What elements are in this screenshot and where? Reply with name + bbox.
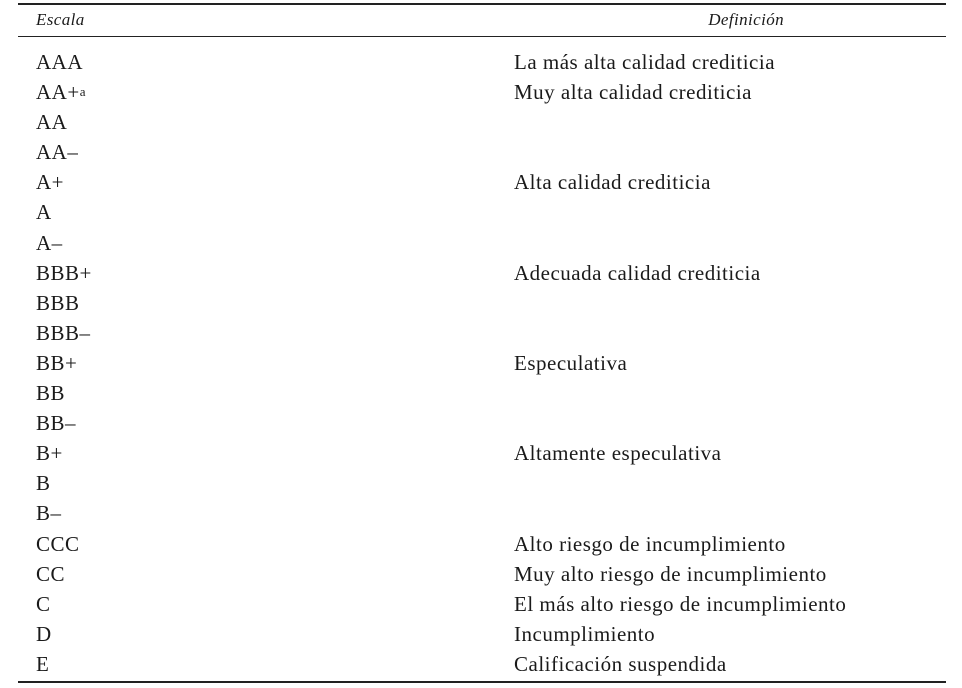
- rating-scale-cell: [36, 200, 52, 225]
- rating-scale-text: CCC: [36, 531, 80, 556]
- rating-scale-cell: [36, 231, 63, 256]
- table-bottom-rule: [18, 681, 946, 683]
- rating-scale-cell: [36, 351, 77, 376]
- rating-scale-table: [18, 3, 946, 683]
- table-row: [18, 409, 946, 439]
- rating-definition-cell: El más alto riesgo de incumplimiento: [514, 591, 847, 616]
- rating-scale-text: BBB–: [36, 320, 91, 345]
- table-row: [18, 108, 946, 138]
- rating-scale-cell: [36, 622, 52, 647]
- rating-definition-cell: Alta calidad crediticia: [514, 170, 711, 195]
- rating-definition-cell: Adecuada calidad crediticia: [514, 260, 761, 285]
- table-row: [18, 560, 946, 590]
- rating-scale-text: B+: [36, 441, 63, 466]
- rating-definition-cell: Especulativa: [514, 350, 628, 375]
- rating-scale-text: AA+: [36, 80, 80, 105]
- rating-definition-cell: Incumplimiento: [514, 621, 656, 646]
- table-row: [18, 78, 946, 108]
- header-definition: Definición: [708, 10, 784, 29]
- rating-scale-cell: [36, 381, 65, 406]
- rating-scale-cell: [36, 501, 62, 526]
- rating-scale-cell: [36, 170, 64, 195]
- rating-scale-text: E: [36, 651, 50, 676]
- rating-scale-cell: [36, 110, 67, 135]
- rating-scale-cell: [36, 291, 80, 316]
- table-row: [18, 650, 946, 680]
- table-row: [18, 259, 946, 289]
- table-row: [18, 229, 946, 259]
- rating-definition-cell: Altamente especulativa: [514, 441, 722, 466]
- rating-scale-text: AA–: [36, 140, 79, 165]
- header-scale: Escala: [36, 10, 85, 29]
- rating-scale-text: BB+: [36, 350, 78, 375]
- rating-definition-cell: Calificación suspendida: [514, 651, 727, 676]
- table-row: [18, 620, 946, 650]
- table-row: [18, 439, 946, 469]
- rating-scale-cell: [36, 562, 65, 587]
- table-body: [18, 37, 946, 681]
- rating-scale-text: B: [36, 471, 51, 496]
- rating-scale-cell: [36, 592, 51, 617]
- rating-definition-cell: La más alta calidad crediticia: [514, 50, 776, 74]
- rating-definition-cell: Muy alto riesgo de incumplimiento: [514, 561, 827, 586]
- rating-scale-text: AA: [36, 110, 68, 135]
- rating-scale-cell: [36, 532, 80, 557]
- table-row: [18, 469, 946, 499]
- table-row: [18, 349, 946, 379]
- rating-scale-text: A+: [36, 170, 65, 195]
- rating-scale-cell: [36, 411, 76, 436]
- table-header-row: [18, 5, 946, 36]
- table-row: [18, 379, 946, 409]
- table-row: [18, 168, 946, 198]
- rating-scale-cell: [36, 140, 78, 165]
- rating-scale-text: A–: [36, 230, 63, 255]
- table-row: [18, 499, 946, 529]
- rating-scale-text: BBB+: [36, 260, 92, 285]
- rating-scale-text: C: [36, 591, 51, 616]
- footnote-marker: a: [79, 84, 86, 100]
- rating-scale-text: B–: [36, 501, 62, 526]
- rating-scale-cell: [36, 50, 83, 75]
- table-row: [18, 289, 946, 319]
- rating-scale-text: A: [36, 200, 52, 225]
- table-row: [18, 319, 946, 349]
- rating-definition-cell: Alto riesgo de incumplimiento: [514, 531, 786, 556]
- rating-definition-cell: Muy alta calidad crediticia: [514, 80, 752, 105]
- table-row: [18, 138, 946, 168]
- rating-scale-cell: [36, 261, 92, 286]
- rating-scale-text: D: [36, 621, 52, 646]
- table-row: [18, 590, 946, 620]
- rating-scale-cell: [36, 652, 49, 677]
- rating-scale-text: CC: [36, 561, 66, 586]
- table-row: [18, 530, 946, 560]
- rating-scale-text: BBB: [36, 290, 80, 315]
- rating-scale-cell: [36, 471, 51, 496]
- rating-scale-cell: [36, 321, 91, 346]
- rating-scale-text: BB: [36, 381, 66, 406]
- table-row: [18, 48, 946, 78]
- rating-scale-cell: [36, 80, 86, 105]
- rating-scale-cell: [36, 441, 63, 466]
- rating-scale-text: BB–: [36, 411, 77, 436]
- rating-scale-text: AAA: [36, 50, 83, 74]
- table-row: [18, 198, 946, 228]
